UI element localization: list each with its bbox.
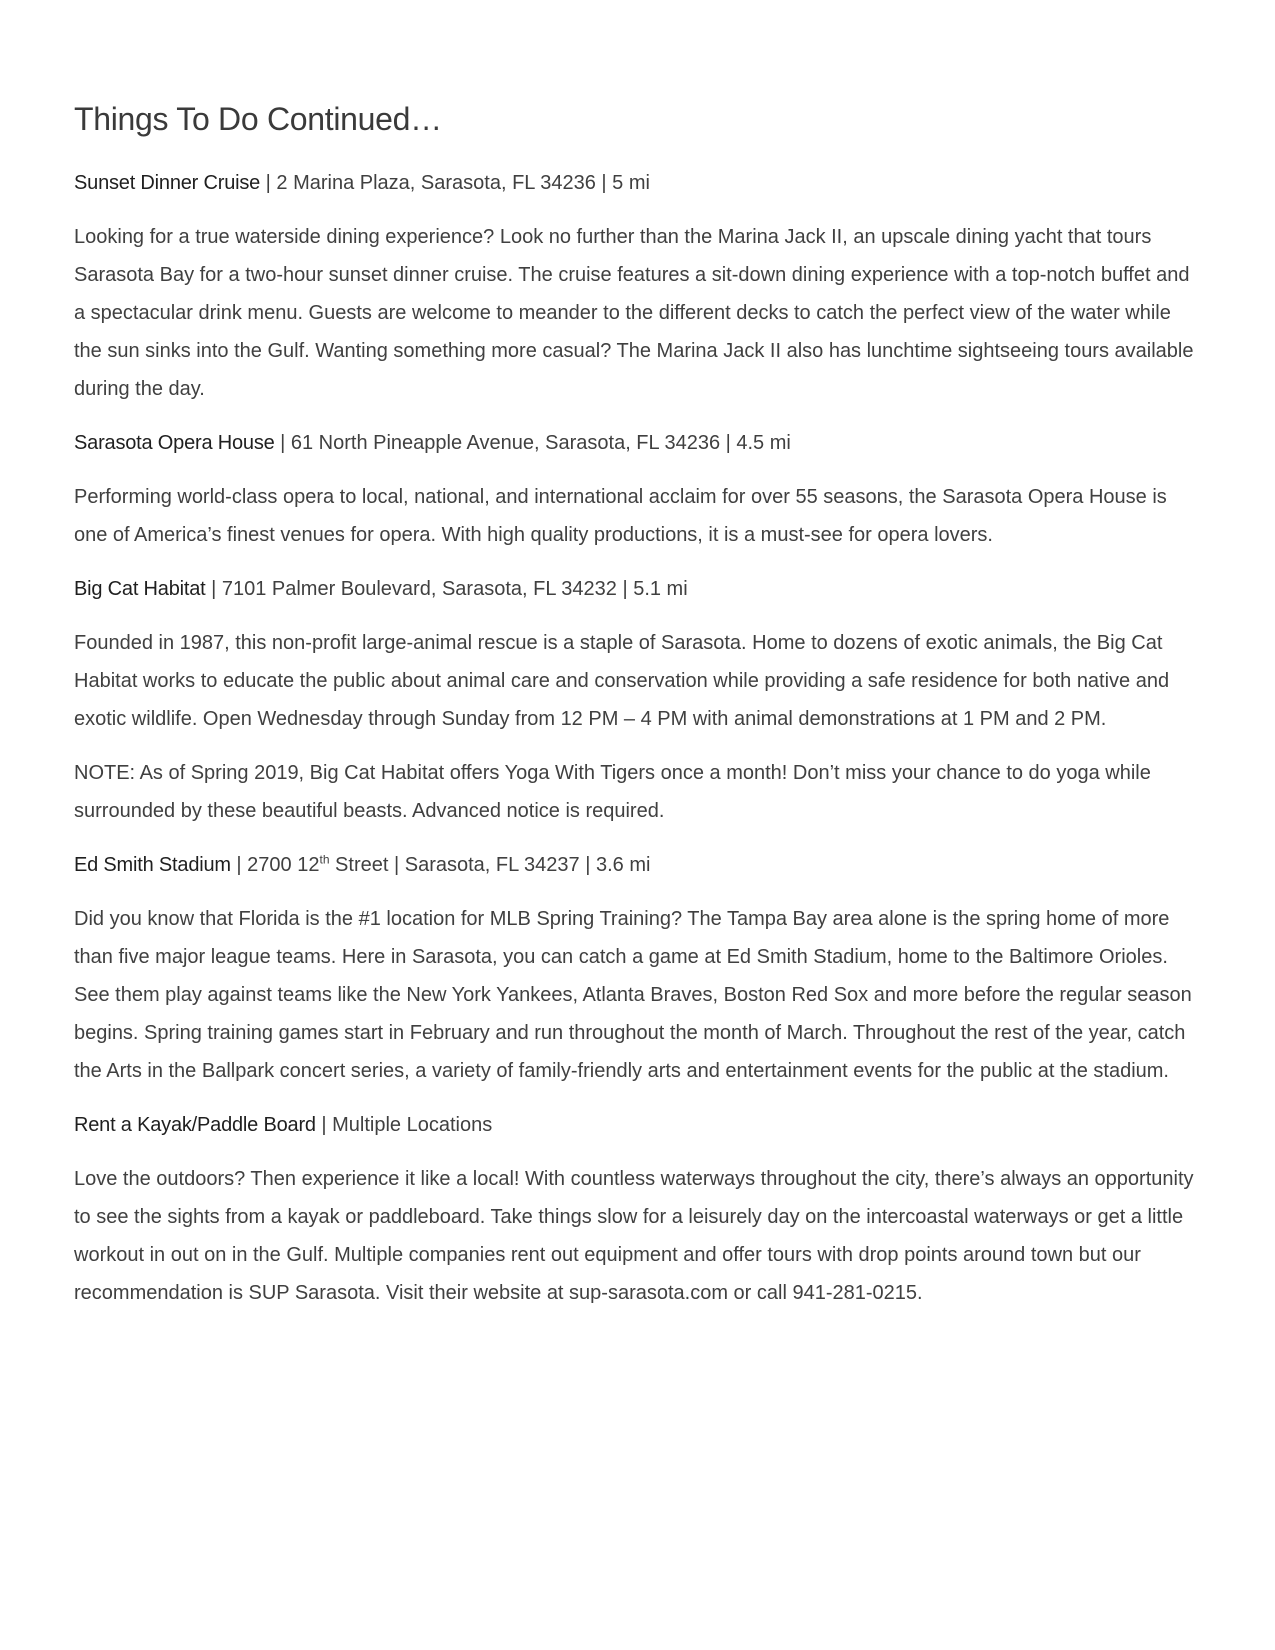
entry-details-post: Street | Sarasota, FL 34237 | 3.6 mi — [329, 854, 651, 877]
entry-name: Big Cat Habitat — [74, 578, 206, 601]
entry-heading — [74, 1106, 1204, 1144]
entry-ed-smith-stadium — [74, 846, 1204, 1090]
entry-details: | 2 Marina Plaza, Sarasota, FL 34236 | 5 mi — [260, 172, 650, 195]
entry-heading — [74, 164, 1204, 202]
entry-name: Ed Smith Stadium — [74, 854, 231, 877]
entry-heading — [74, 570, 1204, 608]
entry-sarasota-opera-house — [74, 424, 1204, 554]
entry-description: Looking for a true waterside dining experience? Look no further than the Marina Jack II, an upscale dining yacht that tours Sarasota Bay for a two-hour sunset dinner cruise. The cruise features a sit-down dining experience with a top-notch buffet and a spectacular drink menu. Guests are welcome to meander to the different decks to catch the perfect view of the water while the sun sinks into the Gulf. Wanting something more casual? The Marina Jack II also has lunchtime sightseeing tours available during the day. — [74, 226, 1194, 401]
entry-rent-a-kayak — [74, 1106, 1204, 1312]
page-title: Things To Do Continued… — [74, 101, 442, 137]
entry-description: Founded in 1987, this non-profit large-animal rescue is a staple of Sarasota. Home to dozens of exotic animals, the Big Cat Habitat works to educate the public about animal care and conservation while providing a safe residence for both native and exotic wildlife. Open Wednesday through Sunday from 12 PM – 4 PM with animal demonstrations at 1 PM and 2 PM. — [74, 632, 1170, 731]
entry-description: Did you know that Florida is the #1 location for MLB Spring Training? The Tampa Bay area alone is the spring home of more than five major league teams. Here in Sarasota, you can catch a game at Ed Smith Stadium, home to the Baltimore Orioles. See them play against teams like the New York Yankees, Atlanta Braves, Boston Red Sox and more before the regular season begins. Spring training games start in February and run throughout the month of March. Throughout the rest of the year, catch the Arts in the Ballpark concert series, a variety of family-friendly arts and entertainment events for the public at the stadium. — [74, 908, 1192, 1083]
entry-name: Rent a Kayak/Paddle Board — [74, 1114, 316, 1137]
entry-big-cat-habitat — [74, 570, 1204, 830]
entry-details: | 7101 Palmer Boulevard, Sarasota, FL 34232 | 5.1 mi — [205, 578, 688, 601]
entry-note: NOTE: As of Spring 2019, Big Cat Habitat offers Yoga With Tigers once a month! Don’t miss your chance to do yoga while surrounded by these beautiful beasts. Advanced notice is required. — [74, 762, 1151, 823]
entry-description: Love the outdoors? Then experience it like a local! With countless waterways throughout the city, there’s always an opportunity to see the sights from a kayak or paddleboard. Take things slow for a leisurely day on the intercoastal waterways or get a little workout in out on in the Gulf. Multiple companies rent out equipment and offer tours with drop points around town but our recommendation is SUP Sarasota. Visit their website at sup-sarasota.com or call 941-281-0215. — [74, 1168, 1194, 1305]
entry-heading — [74, 846, 1204, 884]
entry-description: Performing world-class opera to local, national, and international acclaim for over 55 seasons, the Sarasota Opera House is one of America’s finest venues for opera. With high quality productions, it is a must-see for opera lovers. — [74, 486, 1167, 547]
entry-sunset-dinner-cruise — [74, 164, 1204, 408]
entry-heading — [74, 424, 1204, 462]
entry-details: | Multiple Locations — [315, 1114, 493, 1137]
entry-details-pre: | 2700 12 — [230, 854, 320, 877]
entry-name: Sunset Dinner Cruise — [74, 172, 261, 195]
document-page — [74, 100, 1204, 1328]
ordinal-suffix: th — [319, 852, 330, 867]
entry-details: | 61 North Pineapple Avenue, Sarasota, FL 34236 | 4.5 mi — [274, 432, 791, 455]
entry-name: Sarasota Opera House — [74, 432, 275, 455]
